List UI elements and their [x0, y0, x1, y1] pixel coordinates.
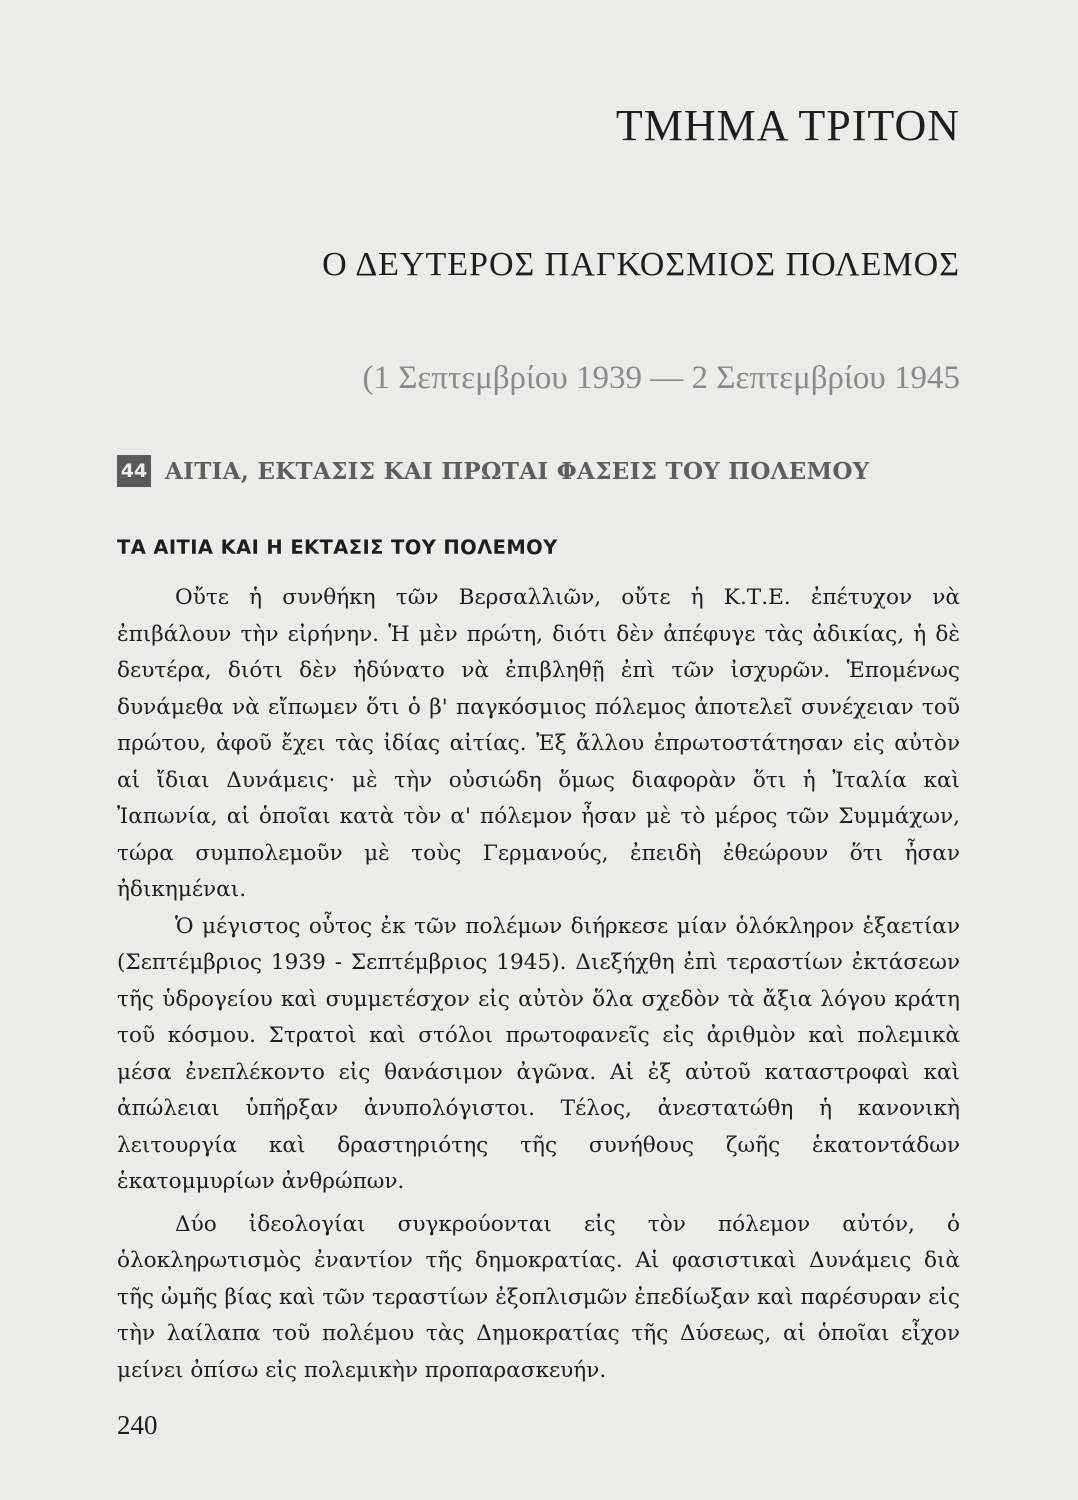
page-number: 240 [117, 1410, 158, 1440]
chapter-heading [117, 455, 978, 487]
war-title: Ο ΔΕΥΤΕΡΟΣ ΠΑΓΚΟΣΜΙΟΣ ΠΟΛΕΜΟΣ [322, 246, 960, 283]
chapter-number-badge: 44 [117, 455, 151, 487]
war-dates: (1 Σεπτεμβρίου 1939 — 2 Σεπτεμβρίου 1945 [362, 360, 960, 396]
part-title: ΤΜΗΜΑ ΤΡΙΤΟΝ [615, 101, 960, 150]
paragraph: Οὔτε ἡ συνθήκη τῶν Βερσαλλιῶν, οὔτε ἡ Κ.Τ.Ε. ἐπέτυχον νὰ ἐπιβάλουν τὴν εἰρήνην. Ἡ μὲν πρώτη, διότι δὲν ἀπέφυγε τὰς ἀδικίας, ἡ δὲ δευτέρα, διότι δὲν ἠδύνατο νὰ ἐπιβληθῇ ἐπὶ τῶν ἰσχυρῶν. Ἑπομένως δυνάμεθα νὰ εἴπωμεν ὅτι ὁ β' παγκόσμιος πόλεμος ἀποτελεῖ συνέχειαν τοῦ πρώτου, ἀφοῦ ἔχει τὰς ἰδίας αἰτίας. Ἐξ ἄλλου ἐπρωτοστάτησαν εἰς αὐτὸν αἱ ἴδιαι Δυνάμεις· μὲ τὴν οὐσιώδη ὅμως διαφορὰν ὅτι ἡ Ἰταλία καὶ Ἰαπωνία, αἱ ὁποῖαι κατὰ τὸν α' πόλεμον ἦσαν μὲ τὸ μέρος τῶν Συμμάχων, τώρα συμπολεμοῦν μὲ τοὺς Γερμανούς, ἐπειδὴ ἐθεώρουν ὅτι ἦσαν ἠδικημέναι. [117, 585, 960, 902]
chapter-title: ΑΙΤΙΑ, ΕΚΤΑΣΙΣ ΚΑΙ ΠΡΩΤΑΙ ΦΑΣΕΙΣ ΤΟΥ ΠΟΛΕΜΟΥ [165, 457, 870, 485]
paragraph: Ὁ μέγιστος οὗτος ἐκ τῶν πολέμων διήρκεσε μίαν ὁλόκληρον ἑξαετίαν (Σεπτέμβριος 1939 - Σεπτέμβριος 1945). Διεξήχθη ἐπὶ τεραστίων ἐκτάσεων τῆς ὑδρογείου καὶ συμμετέσχον εἰς αὐτὸν ὅλα σχεδὸν τὰ ἄξια λόγου κράτη τοῦ κόσμου. Στρατοὶ καὶ στόλοι πρωτοφανεῖς εἰς ἀριθμὸν καὶ πολεμικὰ μέσα ἐνεπλέκοντο εἰς θανάσιμον ἀγῶνα. Αἱ ἐξ αὐτοῦ καταστροφαὶ καὶ ἀπώλειαι ὑπῆρξαν ἀνυπολόγιστοι. Τέλος, ἀνεστατώθη ἡ κανονικὴ λειτουργία καὶ δραστηριότης τῆς συνήθους ζωῆς ἑκατοντάδων ἑκατομμυρίων ἀνθρώπων. [117, 913, 960, 1194]
paragraph: Δύο ἰδεολογίαι συγκρούονται εἰς τὸν πόλεμον αὐτόν, ὁ ὁλοκληρωτισμὸς ἐναντίον τῆς δημοκρατίας. Αἱ φασιστικαὶ Δυνάμεις διὰ τῆς ὠμῆς βίας καὶ τῶν τεραστίων ἐξοπλισμῶν ἐπεδίωξαν καὶ παρέσυραν εἰς τὴν λαίλαπα τοῦ πολέμου τὰς Δημοκρατίας τῆς Δύσεως, αἱ ὁποῖαι εἶχον μείνει ὀπίσω εἰς πολεμικὴν προπαρασκευήν. [117, 1211, 960, 1383]
section-title: ΤΑ ΑΙΤΙΑ ΚΑΙ Η ΕΚΤΑΣΙΣ ΤΟΥ ΠΟΛΕΜΟΥ [117, 536, 558, 559]
body-text [117, 580, 960, 1389]
